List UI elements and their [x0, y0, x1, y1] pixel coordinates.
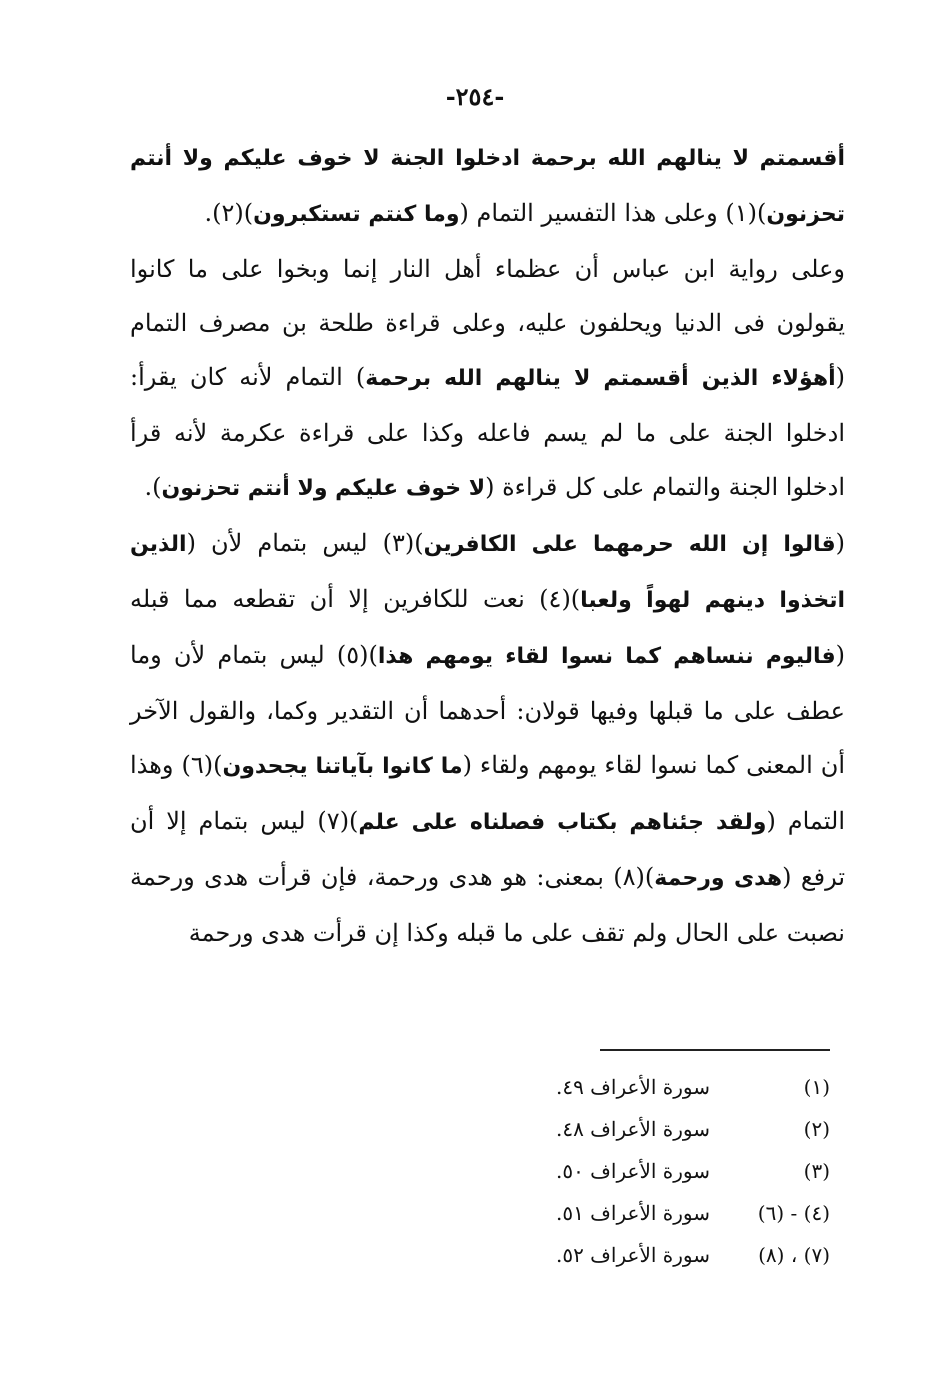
text-run: )(٥) ليس بتمام لأن وما عطف على ما قبلها وفيها قولان: أحدهما أن التقدير وكما، والقول الآخر أن المعنى كما نسوا لقاء يومهم ولقاء (	[130, 641, 845, 779]
footnote-ref: (٣)	[803, 1159, 830, 1183]
text-run: (	[835, 529, 845, 557]
text-run: )(٤) نعت للكافرين إلا أن تقطعه مما قبله (	[130, 585, 845, 669]
text-run: وعلى رواية ابن عباس أن عظماء أهل النار إنما وبخوا على ما كانوا يقولون فى الدنيا ويحلفون عليه، وعلى قراءة طلحة بن مصرف التمام (	[130, 255, 845, 391]
footnote-divider	[600, 1049, 830, 1051]
footnote-source: سورة الأعراف ٥١.	[555, 1201, 710, 1225]
text-run: ) التمام لأنه كان يقرأ: ادخلوا الجنة على ما لم يسم فاعله وكذا على قراءة عكرمة لأنه قرأ ادخلوا الجنة والتمام على كل قراءة (	[130, 363, 845, 501]
footnote-ref: (٧) ، (٨)	[758, 1243, 830, 1267]
quran-quote: وما كنتم تستكبرون	[253, 202, 460, 227]
main-text	[130, 130, 845, 960]
footnote-ref: (٤) - (٦)	[757, 1201, 830, 1225]
text-run: )(٦) وهذا التمام (	[130, 751, 845, 835]
quran-quote: هدى ورحمة	[654, 866, 783, 891]
footnote	[480, 1150, 830, 1192]
footnote-source: سورة الأعراف ٥٢.	[555, 1243, 710, 1267]
quran-quote: أقسمتم لا ينالهم الله برحمة ادخلوا الجنة لا خوف عليكم ولا أنتم تحزنون	[130, 146, 845, 227]
quran-quote: قالوا إن الله حرمهما على الكافرين	[423, 532, 836, 557]
quran-quote: ما كانوا بآياتنا يجحدون	[222, 754, 463, 779]
footnote-source: سورة الأعراف ٤٩.	[555, 1075, 710, 1099]
footnote-source: سورة الأعراف ٤٨.	[555, 1117, 710, 1141]
footnote	[480, 1234, 830, 1276]
text-run: )(٨) بمعنى: هو هدى ورحمة، فإن قرأت هدى ورحمة نصبت على الحال ولم تقف على ما قبله وكذا إن قرأت هدى ورحمة	[130, 863, 845, 947]
quran-quote: لا خوف عليكم ولا أنتم تحزنون	[161, 476, 486, 501]
footnote	[480, 1192, 830, 1234]
footnote-ref: (٢)	[803, 1117, 830, 1141]
text-run: )(٧) ليس بتمام إلا أن ترفع (	[130, 807, 846, 891]
footnote-source: سورة الأعراف ٥٠.	[555, 1159, 710, 1183]
footnotes	[480, 1066, 830, 1276]
page-number: -٢٥٤-	[445, 82, 505, 111]
text-run: ).	[144, 473, 162, 501]
footnote-ref: (١)	[803, 1075, 830, 1099]
quran-quote: ولقد جئناهم بكتاب فصلناه على علم	[358, 810, 767, 835]
quran-quote: الذين اتخذوا دينهم لهواً ولعبا	[130, 532, 846, 613]
quran-quote: فاليوم ننساهم كما نسوا لقاء يومهم هذا	[377, 644, 836, 669]
quran-quote: أهؤلاء الذين أقسمتم لا ينالهم الله برحمة	[365, 366, 836, 391]
text-run: )(٣) ليس بتمام لأن (	[186, 529, 424, 557]
paragraph	[130, 516, 845, 960]
footnote	[480, 1066, 830, 1108]
footnote	[480, 1108, 830, 1150]
text-run: )(٢).	[204, 199, 254, 227]
paragraph	[130, 242, 845, 516]
paragraph	[130, 130, 845, 242]
text-run: )(١) وعلى هذا التفسير التمام (	[459, 199, 767, 227]
